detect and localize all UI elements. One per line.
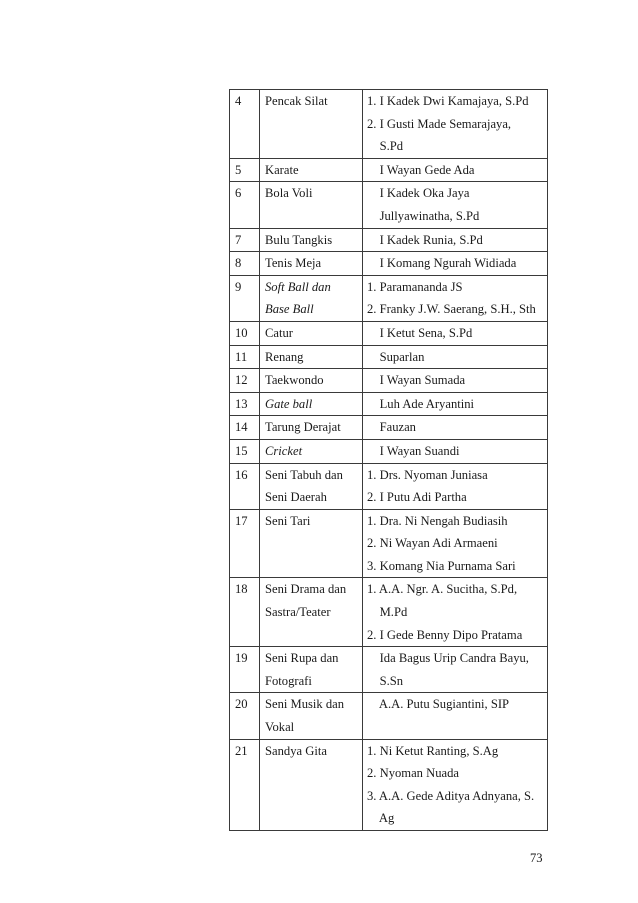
row-number: 5 [235,162,242,177]
row-number-cell [230,578,260,647]
coach-name: 2. Nyoman Nuada [367,766,459,781]
spacer [230,670,259,693]
table-row [230,463,548,509]
row-number: 13 [235,396,248,411]
coach-name: Suparlan [367,349,425,364]
row-number-cell [230,228,260,252]
spacer [230,716,259,739]
table-row [230,509,548,578]
sport-name: Seni Daerah [265,490,327,505]
spacer [230,555,259,578]
row-number-cell [230,90,260,159]
table-row [230,369,548,393]
sport-name: Catur [265,325,293,340]
table-row [230,392,548,416]
sport-name: Karate [265,162,299,177]
row-number-cell [230,509,260,578]
spacer [230,486,259,509]
sport-name: Seni Tabuh dan [265,467,343,482]
row-number: 10 [235,325,248,340]
row-number-cell [230,416,260,440]
coach-name: 2. I Gusti Made Semarajaya, [367,116,512,131]
coach-name: 1. Drs. Nyoman Juniasa [367,467,488,482]
coach-cell [363,439,548,463]
spacer [230,135,259,158]
row-number: 12 [235,373,248,388]
row-number: 11 [235,349,248,364]
coach-name: I Wayan Sumada [367,373,466,388]
table-row [230,252,548,276]
row-number: 16 [235,467,248,482]
table-row [230,647,548,693]
sport-name: Cricket [265,443,303,458]
coach-name: 1. Dra. Ni Nengah Budiasih [367,513,508,528]
coach-name: S.Sn [367,673,404,688]
table-row [230,90,548,159]
sport-cell [260,158,363,182]
table-row [230,275,548,321]
row-number-cell [230,463,260,509]
coach-cell [363,158,548,182]
sport-name: Renang [265,349,304,364]
row-number-cell [230,739,260,830]
table-row [230,693,548,739]
coach-cell [363,369,548,393]
row-number: 14 [235,420,248,435]
sport-name: Gate ball [265,396,313,411]
coach-name: 1. I Kadek Dwi Kamajaya, S.Pd [367,94,529,108]
sport-name: Taekwondo [265,373,324,388]
sport-name: Fotografi [265,673,312,688]
row-number: 9 [235,279,242,294]
coach-name: I Kadek Oka Jaya [367,186,470,201]
table-row [230,345,548,369]
sport-name: Seni Tari [265,513,311,528]
row-number-cell [230,275,260,321]
sport-name: Seni Musik dan [265,697,345,712]
sport-cell [260,345,363,369]
coach-cell [363,416,548,440]
row-number: 19 [235,651,248,666]
coach-cell [363,182,548,228]
coach-cell [363,578,548,647]
sport-name: Soft Ball dan [265,279,331,294]
sport-name: Tarung Derajat [265,420,341,435]
coach-name: I Wayan Suandi [367,443,460,458]
row-number-cell [230,182,260,228]
sport-cell [260,182,363,228]
spacer [230,807,259,830]
sport-cell [260,439,363,463]
coach-name: Luh Ade Aryantini [367,396,475,411]
spacer [230,624,259,647]
row-number-cell [230,439,260,463]
sport-name: Seni Drama dan [265,582,347,597]
coach-cell [363,693,548,739]
spacer [230,113,259,136]
row-number: 8 [235,256,242,271]
sport-cell [260,463,363,509]
coach-name: I Komang Ngurah Widiada [367,256,517,271]
row-number: 7 [235,232,242,247]
row-number: 4 [235,94,242,108]
coach-cell [363,392,548,416]
row-number-cell [230,321,260,345]
row-number: 15 [235,443,248,458]
coach-name: S.Pd [367,139,404,154]
sport-cell [260,275,363,321]
sport-cell [260,321,363,345]
coach-name: 2. Franky J.W. Saerang, S.H., Sth [367,302,536,317]
coach-name: I Ketut Sena, S.Pd [367,325,473,340]
coach-name: 1. Ni Ketut Ranting, S.Ag [367,743,499,758]
row-number: 18 [235,582,248,597]
coach-cell [363,345,548,369]
sport-cell [260,252,363,276]
sport-name: Sastra/Teater [265,605,331,620]
coach-name: Ag [367,811,395,826]
table-row [230,739,548,830]
spacer [230,298,259,321]
sport-cell [260,392,363,416]
sport-name: Pencak Silat [265,94,328,108]
row-number: 20 [235,697,248,712]
coach-cell [363,90,548,159]
coach-cell [363,509,548,578]
row-number-cell [230,369,260,393]
coach-name: Ida Bagus Urip Candra Bayu, [367,651,529,666]
coach-cell [363,321,548,345]
sport-cell [260,90,363,159]
coach-name: Fauzan [367,420,416,435]
sport-cell [260,647,363,693]
sport-cell [260,739,363,830]
row-number: 17 [235,513,248,528]
coach-name: M.Pd [367,605,408,620]
page-number: 73 [530,851,543,865]
sport-name: Bola Voli [265,186,313,201]
sport-name: Seni Rupa dan [265,651,339,666]
row-number-cell [230,345,260,369]
row-number-cell [230,392,260,416]
sport-cell [260,228,363,252]
spacer [230,205,259,228]
coach-table [229,89,548,831]
table-row [230,182,548,228]
sport-cell [260,693,363,739]
coach-name: I Kadek Runia, S.Pd [367,232,483,247]
coach-cell [363,252,548,276]
sport-name: Tenis Meja [265,256,322,271]
sport-name: Sandya Gita [265,743,327,758]
coach-cell [363,739,548,830]
spacer [230,601,259,624]
spacer [230,762,259,785]
sport-name: Vokal [265,720,295,735]
spacer [230,785,259,808]
coach-cell [363,647,548,693]
coach-cell [363,275,548,321]
coach-name: Jullyawinatha, S.Pd [367,208,480,223]
coach-cell [363,463,548,509]
table-row [230,228,548,252]
coach-name: 3. A.A. Gede Aditya Adnyana, S. [367,788,535,803]
sport-cell [260,509,363,578]
table-row [230,321,548,345]
coach-name: 2. I Putu Adi Partha [367,490,467,505]
coach-name: A.A. Putu Sugiantini, SIP [367,697,510,712]
row-number-cell [230,252,260,276]
coach-name: 3. Komang Nia Purnama Sari [367,558,516,573]
coach-name: 1. Paramananda JS [367,279,463,294]
coach-table-body [230,90,548,831]
table-row [230,416,548,440]
row-number-cell [230,693,260,739]
sport-cell [260,578,363,647]
coach-cell [363,228,548,252]
row-number: 21 [235,743,248,758]
table-row [230,439,548,463]
row-number-cell [230,647,260,693]
row-number: 6 [235,186,242,201]
row-number-cell [230,158,260,182]
sport-name: Base Ball [265,302,314,317]
sport-name: Bulu Tangkis [265,232,333,247]
spacer [230,532,259,555]
coach-name: I Wayan Gede Ada [367,162,475,177]
table-row [230,578,548,647]
coach-name: 2. Ni Wayan Adi Armaeni [367,536,498,551]
sport-cell [260,369,363,393]
table-row [230,158,548,182]
sport-cell [260,416,363,440]
coach-name: 1. A.A. Ngr. A. Sucitha, S.Pd, [367,582,518,597]
coach-name: 2. I Gede Benny Dipo Pratama [367,627,523,642]
